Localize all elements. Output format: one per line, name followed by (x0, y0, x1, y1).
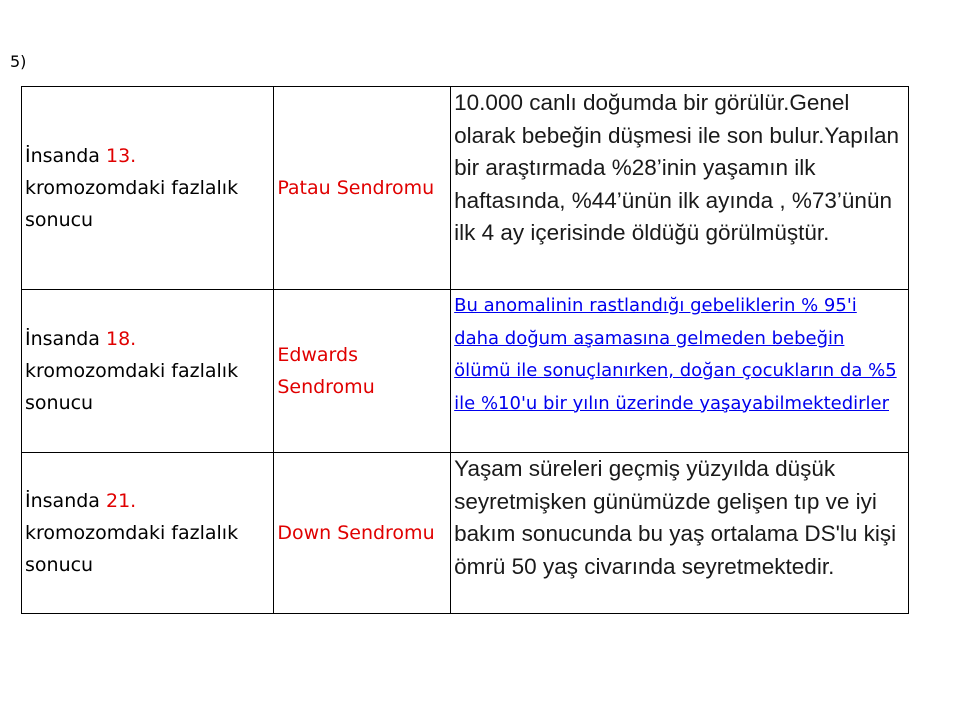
table-row (22, 290, 909, 453)
cause-suffix: kromozomdaki fazlalık sonucu (25, 177, 239, 231)
cause-prefix: İnsanda (25, 145, 106, 167)
syndrome-name-cell (274, 453, 451, 614)
cause-suffix: kromozomdaki fazlalık sonucu (25, 360, 239, 414)
cause-suffix: kromozomdaki fazlalık sonucu (25, 522, 239, 576)
cause-cell (22, 453, 274, 614)
chromosome-number: 21. (105, 490, 137, 512)
chromosome-number: 13. (105, 145, 137, 167)
slide-number: 5) (10, 52, 27, 71)
syndrome-table (21, 86, 909, 614)
syndrome-name: Down Sendromu (277, 522, 435, 544)
chromosome-number: 18. (105, 328, 137, 350)
table-row (22, 453, 909, 614)
detail-cell (451, 290, 909, 453)
detail-link[interactable]: Bu anomalinin rastlandığı gebeliklerin % 95'i daha doğum aşamasına gelmeden bebeğin ölümü ile sonuçlanırken, doğan çocukların da %5 ile %10'u bir yılın üzerinde yaşayabilmektedirler (454, 295, 897, 414)
cause-prefix: İnsanda (25, 490, 106, 512)
table-row (22, 87, 909, 290)
cause-cell (22, 87, 274, 290)
syndrome-name-cell (274, 290, 451, 453)
syndrome-name-cell (274, 87, 451, 290)
detail-cell (451, 87, 909, 290)
cause-cell (22, 290, 274, 453)
detail-cell (451, 453, 909, 614)
syndrome-name: Patau Sendromu (277, 177, 435, 199)
detail-text: 10.000 canlı doğumda bir görülür.Genel olarak bebeğin düşmesi ile son bulur.Yapılan bir araştırmada %28’inin yaşamın ilk haftasında, %44’ünün ilk ayında , %73’ünün ilk 4 ay içerisinde öldüğü görülmüştür. (454, 90, 900, 245)
syndrome-name: Edwards Sendromu (277, 344, 375, 398)
detail-text: Yaşam süreleri geçmiş yüzyılda düşük seyretmişken günümüzde gelişen tıp ve iyi bakım sonucunda bu yaş ortalama DS'lu kişi ömrü 50 yaş civarında seyretmektedir. (454, 456, 897, 579)
cause-prefix: İnsanda (25, 328, 106, 350)
